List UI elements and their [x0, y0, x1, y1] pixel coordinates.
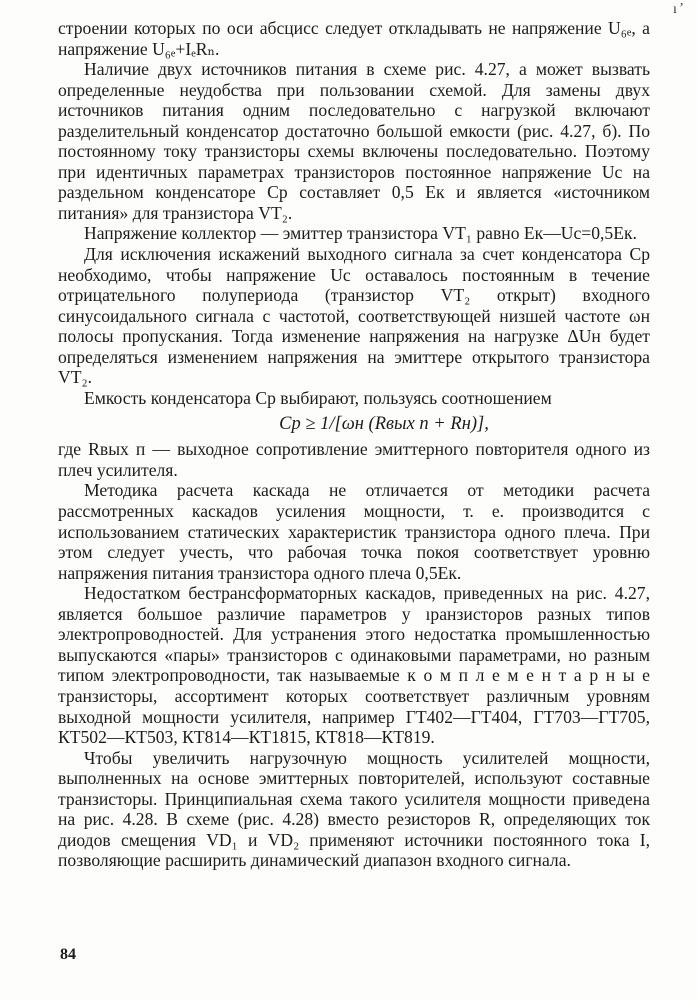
paragraph-8: Чтобы увеличить нагрузочную мощность усилителей мощности, выполненных на основе эмиттерных повторителей, используют составные транзисторы. Принципиальная схема такого усилителя мощности приведена на рис. 4.28. В схеме (рис. 4.28) вместо резисторов R, определяющих ток диодов смещения VD₁ и VD₂ применяют источники постоянного тока I, позволяющие расширить динамический диапазон входного сигнала. [58, 747, 650, 871]
paragraph-4: Емкость конденсатора Cр выбирают, пользуясь соотношением [84, 387, 552, 408]
paragraph-6: Методика расчета каскада не отличается от методики расчета рассмотренных каскадов усиления мощности, т. е. производится с использованием статических характеристик транзистора одного плеча. При этом следует учесть, что рабочая точка покоя соответствует уровню напряжения питания транзистора одного плеча 0,5Eк. [58, 480, 650, 583]
capacitance-formula: Cр ≥ 1/[ωн (Rвых п + Rн)], [279, 414, 489, 435]
paragraph-5: где Rвых п — выходное сопротивление эмиттерного повторителя одного из плеч усилителя. [58, 439, 650, 480]
paragraph-0: строении которых по оси абсцисс следует откладывать не напряжение U₆ₑ, а напряжение U₆ₑ+IₑRₙ. [58, 18, 650, 59]
paragraph-2: Напряжение коллектор — эмиттер транзистора VT₁ равно Eк—Uс=0,5Eк. [84, 223, 637, 244]
scan-edge-mark: ı ̛ [673, 2, 681, 17]
page-number: 84 [60, 946, 76, 963]
page-body [58, 18, 650, 871]
paragraph-1: Наличие двух источников питания в схеме рис. 4.27, а может вызвать определенные неудобства при пользовании схемой. Для замены двух источников питания одним последовательно с нагрузкой включают разделительный конденсатор достаточно большой емкости (рис. 4.27, б). По постоянному току транзисторы схемы включены последовательно. Поэтому при идентичных параметрах транзисторов постоянное напряжение Uс на раздельном конденсаторе Cр составляет 0,5 Eк и является «источником питания» для транзистора VT₂. [58, 59, 650, 223]
paragraph-7: Недостатком бестрансформаторных каскадов, приведенных на рис. 4.27, является большое различие параметров у ıранзисторов разных типов электропроводностей. Для устранения этого недостатка промышленностью выпускаются «пары» транзисторов с одинаковыми параметрами, но разным типом электропроводности, так называемые к о м п л е м е н т а р н ы е транзисторы, ассортимент которых соответствует различным уровням выходной мощности усилителя, например ГТ402—ГТ404, ГТ703—ГТ705, КТ502—КТ503, КТ814—КТ1815, КТ818—КТ819. [58, 583, 650, 748]
paragraph-3: Для исключения искажений выходного сигнала за счет конденсатора Cр необходимо, чтобы напряжение Uс оставалось постоянным в течение отрицательного полупериода (транзистор VT₂ открыт) входного синусоидального сигнала с частотой, соответствующей низшей частоте ωн полосы пропускания. Тогда изменение напряжения на нагрузке ΔUн будет определяться изменением напряжения на эмиттере открытого транзистора VT₂. [58, 244, 650, 388]
